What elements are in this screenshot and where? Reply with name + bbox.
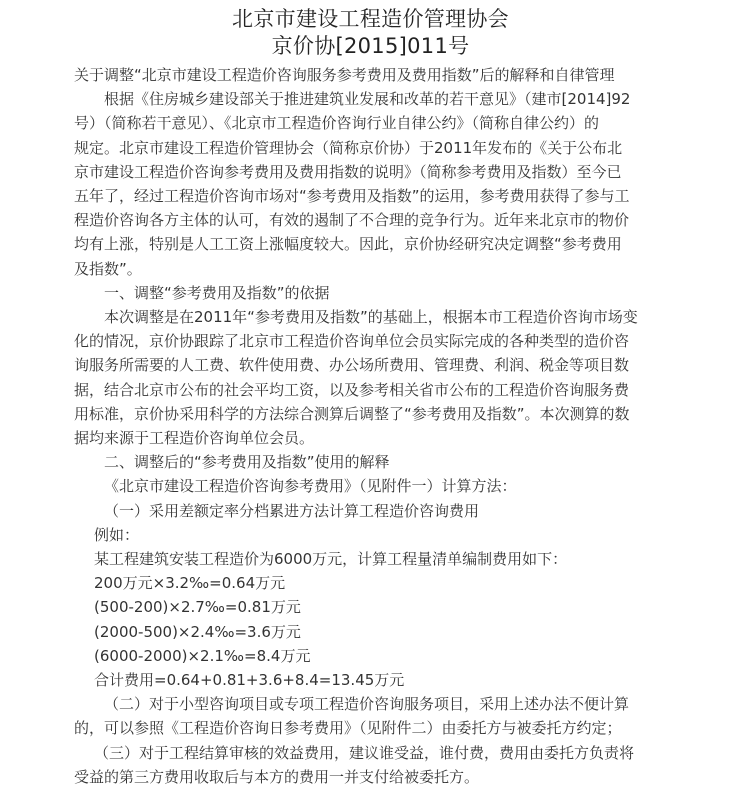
text-line: 二、调整后的“参考费用及指数”使用的解释 xyxy=(104,453,390,472)
text-line: 的，可以参照《工程造价咨询日参考费用》（见附件二）由委托方与被委托方约定； xyxy=(74,719,622,738)
text-line: 本次调整是在2011年“参考费用及指数”的基础上，根据本市工程造价咨询市场变 xyxy=(104,308,638,327)
text-line: （三）对于工程结算审核的效益费用，建议谁受益，谁付费，费用由委托方负责将 xyxy=(94,743,635,762)
paragraph-lines xyxy=(74,87,667,789)
text-line: 用标准，京价协采用科学的方法综合测算后调整了“参考费用及指数”。本次测算的数 xyxy=(74,404,630,423)
text-line: 受益的第三方费用收取后与本方的费用一并支付给被委托方。 xyxy=(74,767,480,786)
text-line: （一）采用差额定率分档累进方法计算工程造价咨询费用 xyxy=(104,501,480,520)
text-line: 合计费用=0.64+0.81+3.6+8.4=13.45万元 xyxy=(94,671,405,690)
text-line: 据，结合北京市公布的社会平均工资，以及参考相关省市公布的工程造价咨询服务费 xyxy=(74,380,630,399)
text-line: 据均来源于工程造价咨询单位会员。 xyxy=(74,429,315,448)
text-line: 及指数”。 xyxy=(74,259,142,278)
text-line: 规定。北京市建设工程造价管理协会（简称京价协）于2011年发布的《关于公布北 xyxy=(74,138,623,157)
text-line: 某工程建筑安装工程造价为6000万元，计算工程量清单编制费用如下： xyxy=(94,550,568,569)
text-line: 化的情况，京价协跟踪了北京市工程造价咨询单位会员实际完成的各种类型的造价咨 xyxy=(74,332,630,351)
text-line: (2000-500)×2.4‰=3.6万元 xyxy=(94,622,301,641)
text-line: 一、调整“参考费用及指数”的依据 xyxy=(104,283,330,302)
text-line: 《北京市建设工程造价咨询参考费用》（见附件一）计算方法： xyxy=(104,477,517,496)
doc-number: 京价协[2015]011号 xyxy=(271,34,470,58)
text-line: (500-200)×2.7‰=0.81万元 xyxy=(94,598,301,617)
text-line: 均有上涨，特别是人工工资上涨幅度较大。因此，京价协经研究决定调整“参考费用 xyxy=(74,235,622,254)
text-line: 五年了，经过工程造价咨询市场对“参考费用及指数”的运用，参考费用获得了参与工 xyxy=(74,187,630,206)
text-line: 例如： xyxy=(94,525,140,544)
text-line: (6000-2000)×2.1‰=8.4万元 xyxy=(94,646,311,665)
text-line: 询服务所需要的人工费、软件使用费、办公场所费用、管理费、利润、税金等项目数 xyxy=(74,356,630,375)
text-line: 京市建设工程造价咨询参考费用及费用指数的说明》（简称参考费用及指数）至今已 xyxy=(74,162,622,181)
text-line: 200万元×3.2‰=0.64万元 xyxy=(94,574,286,593)
text-line: 号）（简称若干意见）、《北京市工程造价咨询行业自律公约》（简称自律公约）的 xyxy=(74,114,600,133)
text-line: 根据《住房城乡建设部关于推进建筑业发展和改革的若干意见》（建市[2014]92 xyxy=(104,90,631,109)
document-body xyxy=(0,63,741,789)
text-line: （二）对于小型咨询项目或专项工程造价咨询服务项目，采用上述办法不便计算 xyxy=(104,695,630,714)
text-line: 程造价咨询各方主体的认可，有效的遏制了不合理的竞争行为。近年来北京市的物价 xyxy=(74,211,630,230)
subject-line: 关于调整“北京市建设工程造价咨询服务参考费用及费用指数”后的解释和自律管理 xyxy=(74,66,615,84)
org-title: 北京市建设工程造价管理协会 xyxy=(232,7,509,31)
